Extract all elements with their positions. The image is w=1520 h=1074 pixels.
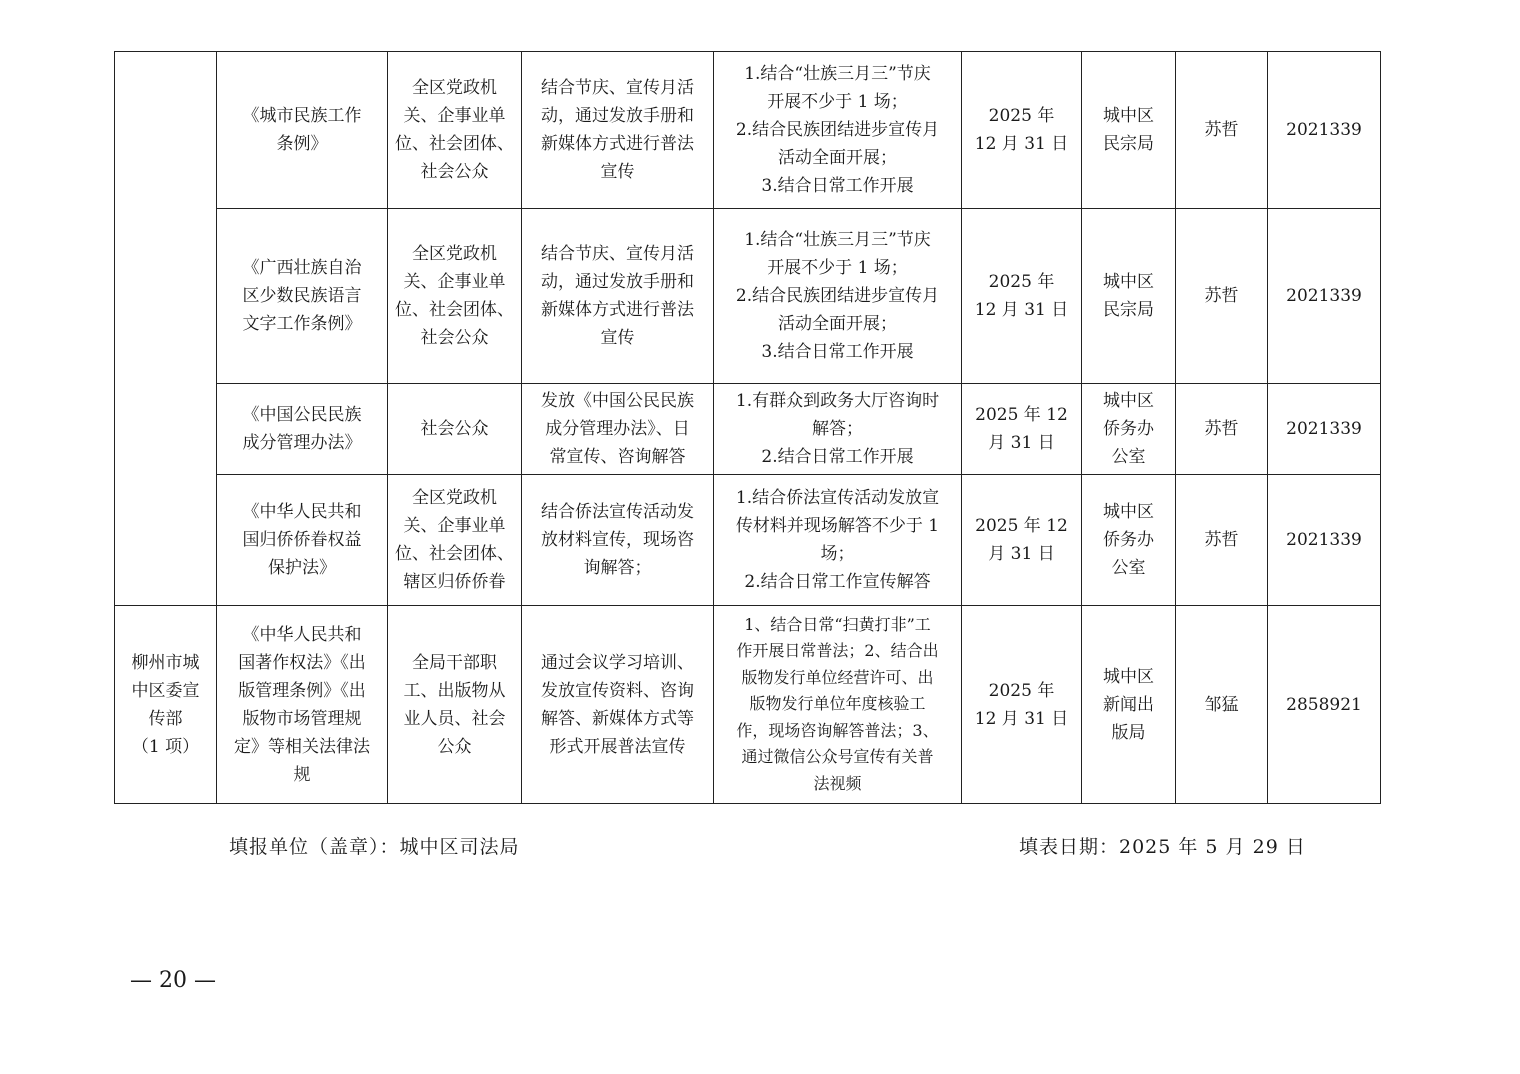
plan-cell: 1.结合“壮族三月三”节庆 开展不少于 1 场； 2.结合民族团结进步宣传月 活动全面开展； 3.结合日常工作开展 xyxy=(714,209,962,384)
unit-cell: 城中区 侨务办 公室 xyxy=(1082,384,1176,475)
phone-cell: 2021339 xyxy=(1268,52,1381,209)
plan-cell: 1、结合日常“扫黄打非”工 作开展日常普法；2、结合出 版物发行单位经营许可、出 版物发行单位年度核验工 作，现场咨询解答普法；3、 通过微信公众号宣传有关普 法视频 xyxy=(714,606,962,804)
fill-date: 填表日期：2025 年 5 月 29 日 xyxy=(1019,836,1306,858)
method-cell: 通过会议学习培训、 发放宣传资料、咨询 解答、新媒体方式等 形式开展普法宣传 xyxy=(522,606,714,804)
deadline-cell: 2025 年 12 月 31 日 xyxy=(962,209,1082,384)
plan-cell: 1.结合“壮族三月三”节庆 开展不少于 1 场； 2.结合民族团结进步宣传月 活动全面开展； 3.结合日常工作开展 xyxy=(714,52,962,209)
table-row xyxy=(115,606,1381,804)
method-cell: 结合节庆、宣传月活 动，通过发放手册和 新媒体方式进行普法 宣传 xyxy=(522,52,714,209)
method-cell: 结合侨法宣传活动发 放材料宣传，现场咨 询解答； xyxy=(522,475,714,606)
person-cell: 苏哲 xyxy=(1176,384,1268,475)
table-row xyxy=(115,209,1381,384)
table-row xyxy=(115,384,1381,475)
phone-cell: 2021339 xyxy=(1268,384,1381,475)
table-row xyxy=(115,475,1381,606)
law-cell: 《中华人民共和 国归侨侨眷权益 保护法》 xyxy=(217,475,388,606)
target-cell: 全区党政机 关、企事业单 位、社会团体、 社会公众 xyxy=(388,209,522,384)
dept-cell xyxy=(115,52,217,606)
law-publicity-table xyxy=(114,51,1381,804)
law-cell: 《城市民族工作 条例》 xyxy=(217,52,388,209)
table-row xyxy=(115,52,1381,209)
deadline-cell: 2025 年 12 月 31 日 xyxy=(962,475,1082,606)
method-cell: 结合节庆、宣传月活 动，通过发放手册和 新媒体方式进行普法 宣传 xyxy=(522,209,714,384)
person-cell: 邹猛 xyxy=(1176,606,1268,804)
law-cell: 《广西壮族自治 区少数民族语言 文字工作条例》 xyxy=(217,209,388,384)
target-cell: 全局干部职 工、出版物从 业人员、社会 公众 xyxy=(388,606,522,804)
reporting-unit: 填报单位（盖章）：城中区司法局 xyxy=(229,836,520,858)
deadline-cell: 2025 年 12 月 31 日 xyxy=(962,606,1082,804)
phone-cell: 2021339 xyxy=(1268,209,1381,384)
person-cell: 苏哲 xyxy=(1176,52,1268,209)
target-cell: 全区党政机 关、企事业单 位、社会团体、 社会公众 xyxy=(388,52,522,209)
phone-cell: 2021339 xyxy=(1268,475,1381,606)
page-number: — 20 — xyxy=(130,968,216,993)
method-cell: 发放《中国公民民族 成分管理办法》、日 常宣传、咨询解答 xyxy=(522,384,714,475)
person-cell: 苏哲 xyxy=(1176,209,1268,384)
plan-cell: 1.结合侨法宣传活动发放宣 传材料并现场解答不少于 1 场； 2.结合日常工作宣传解答 xyxy=(714,475,962,606)
unit-cell: 城中区 新闻出 版局 xyxy=(1082,606,1176,804)
unit-cell: 城中区 侨务办 公室 xyxy=(1082,475,1176,606)
target-cell: 全区党政机 关、企事业单 位、社会团体、 辖区归侨侨眷 xyxy=(388,475,522,606)
person-cell: 苏哲 xyxy=(1176,475,1268,606)
unit-cell: 城中区 民宗局 xyxy=(1082,52,1176,209)
target-cell: 社会公众 xyxy=(388,384,522,475)
deadline-cell: 2025 年 12 月 31 日 xyxy=(962,384,1082,475)
law-cell: 《中华人民共和 国著作权法》《出 版管理条例》《出 版物市场管理规 定》等相关法律法 规 xyxy=(217,606,388,804)
deadline-cell: 2025 年 12 月 31 日 xyxy=(962,52,1082,209)
unit-cell: 城中区 民宗局 xyxy=(1082,209,1176,384)
dept-cell: 柳州市城 中区委宣 传部 （1 项） xyxy=(115,606,217,804)
law-cell: 《中国公民民族 成分管理办法》 xyxy=(217,384,388,475)
phone-cell: 2858921 xyxy=(1268,606,1381,804)
plan-cell: 1.有群众到政务大厅咨询时 解答； 2.结合日常工作开展 xyxy=(714,384,962,475)
